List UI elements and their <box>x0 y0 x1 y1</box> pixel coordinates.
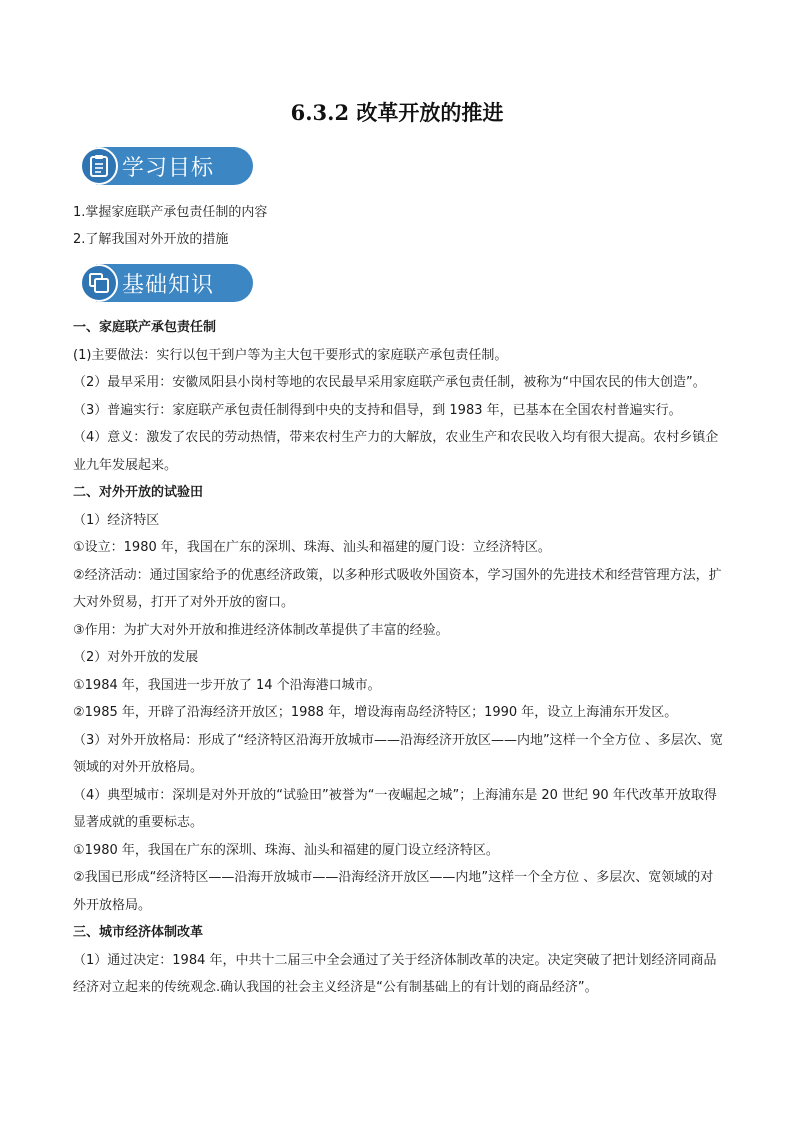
goals-banner <box>80 147 253 185</box>
paragraph: ②经济活动：通过国家给予的优惠经济政策，以多种形式吸收外国资本，学习国外的先进技术和经营管理方法，扩大对外贸易，打开了对外开放的窗口。 <box>73 567 722 610</box>
paragraph: （1）通过决定：1984 年，中共十二届三中全会通过了关于经济体制改革的决定。决定突破了把计划经济同商品经济对立起来的传统观念.确认我国的社会主义经济是“公有制基础上的有计划的商品经济”。 <box>73 952 717 995</box>
paragraph: （4）意义：激发了农民的劳动热情，带来农村生产力的大解放，农业生产和农民收入均有很大提高。农村乡镇企业九年发展起来。 <box>73 430 719 473</box>
paragraph: ①1980 年，我国在广东的深圳、珠海、汕头和福建的厦门设立经济特区。 <box>73 842 499 858</box>
knowledge-banner-label: 基础知识 <box>122 272 215 298</box>
paragraph: (1)主要做法：实行以包干到户等为主大包干要形式的家庭联产承包责任制。 <box>73 347 508 363</box>
paragraph: （2）最早采用：安徽凤阳县小岗村等地的农民最早采用家庭联产承包责任制，被称为“中国农民的伟大创造”。 <box>73 375 706 390</box>
content-body <box>73 314 723 1002</box>
section-heading: 一、家庭联产承包责任制 <box>73 320 217 335</box>
paragraph: ①设立：1980 年，我国在广东的深圳、珠海、汕头和福建的厦门设：立经济特区。 <box>73 540 551 555</box>
knowledge-banner-body <box>96 264 253 302</box>
paragraph: ①1984 年，我国进一步开放了 14 个沿海港口城市。 <box>73 677 381 693</box>
goals-list <box>73 199 267 253</box>
paragraph: ③作用：为扩大对外开放和推进经济体制改革提供了丰富的经验。 <box>73 622 449 638</box>
knowledge-banner <box>80 264 253 302</box>
paragraph: （3）对外开放格局：形成了“经济特区沿海开放城市——沿海经济开放区——内地”这样一个全方位 、多层次、宽领域的对外开放格局。 <box>73 732 723 775</box>
paragraph: （4）典型城市：深圳是对外开放的“试验田”被誉为“一夜崛起之城”；上海浦东是 20 世纪 90 年代改革开放取得显著成就的重要标志。 <box>73 787 717 830</box>
goal-item: 2.了解我国对外开放的措施 <box>73 232 229 247</box>
goal-item: 1.掌握家庭联产承包责任制的内容 <box>73 205 268 220</box>
paragraph: ②我国已形成“经济特区——沿海开放城市——沿海经济开放区——内地”这样一个全方位 、多层次、宽领域的对外开放格局。 <box>73 870 714 913</box>
paragraph: （3）普遍实行：家庭联产承包责任制得到中央的支持和倡导，到 1983 年，已基本在全国农村普遍实行。 <box>73 402 682 418</box>
goals-banner-label: 学习目标 <box>122 155 215 181</box>
page-title: 6.3.2 改革开放的推进 <box>290 100 504 125</box>
documents-icon <box>80 264 118 302</box>
paragraph: ②1985 年，开辟了沿海经济开放区；1988 年，增设海南岛经济特区；1990 年，设立上海浦东开发区。 <box>73 705 678 720</box>
section-heading: 三、城市经济体制改革 <box>73 925 204 940</box>
section-heading: 二、对外开放的试验田 <box>73 485 204 500</box>
goals-banner-body <box>96 147 253 185</box>
paragraph: （1）经济特区 <box>73 512 160 528</box>
paragraph: （2）对外开放的发展 <box>73 650 199 665</box>
clipboard-icon <box>80 147 118 185</box>
